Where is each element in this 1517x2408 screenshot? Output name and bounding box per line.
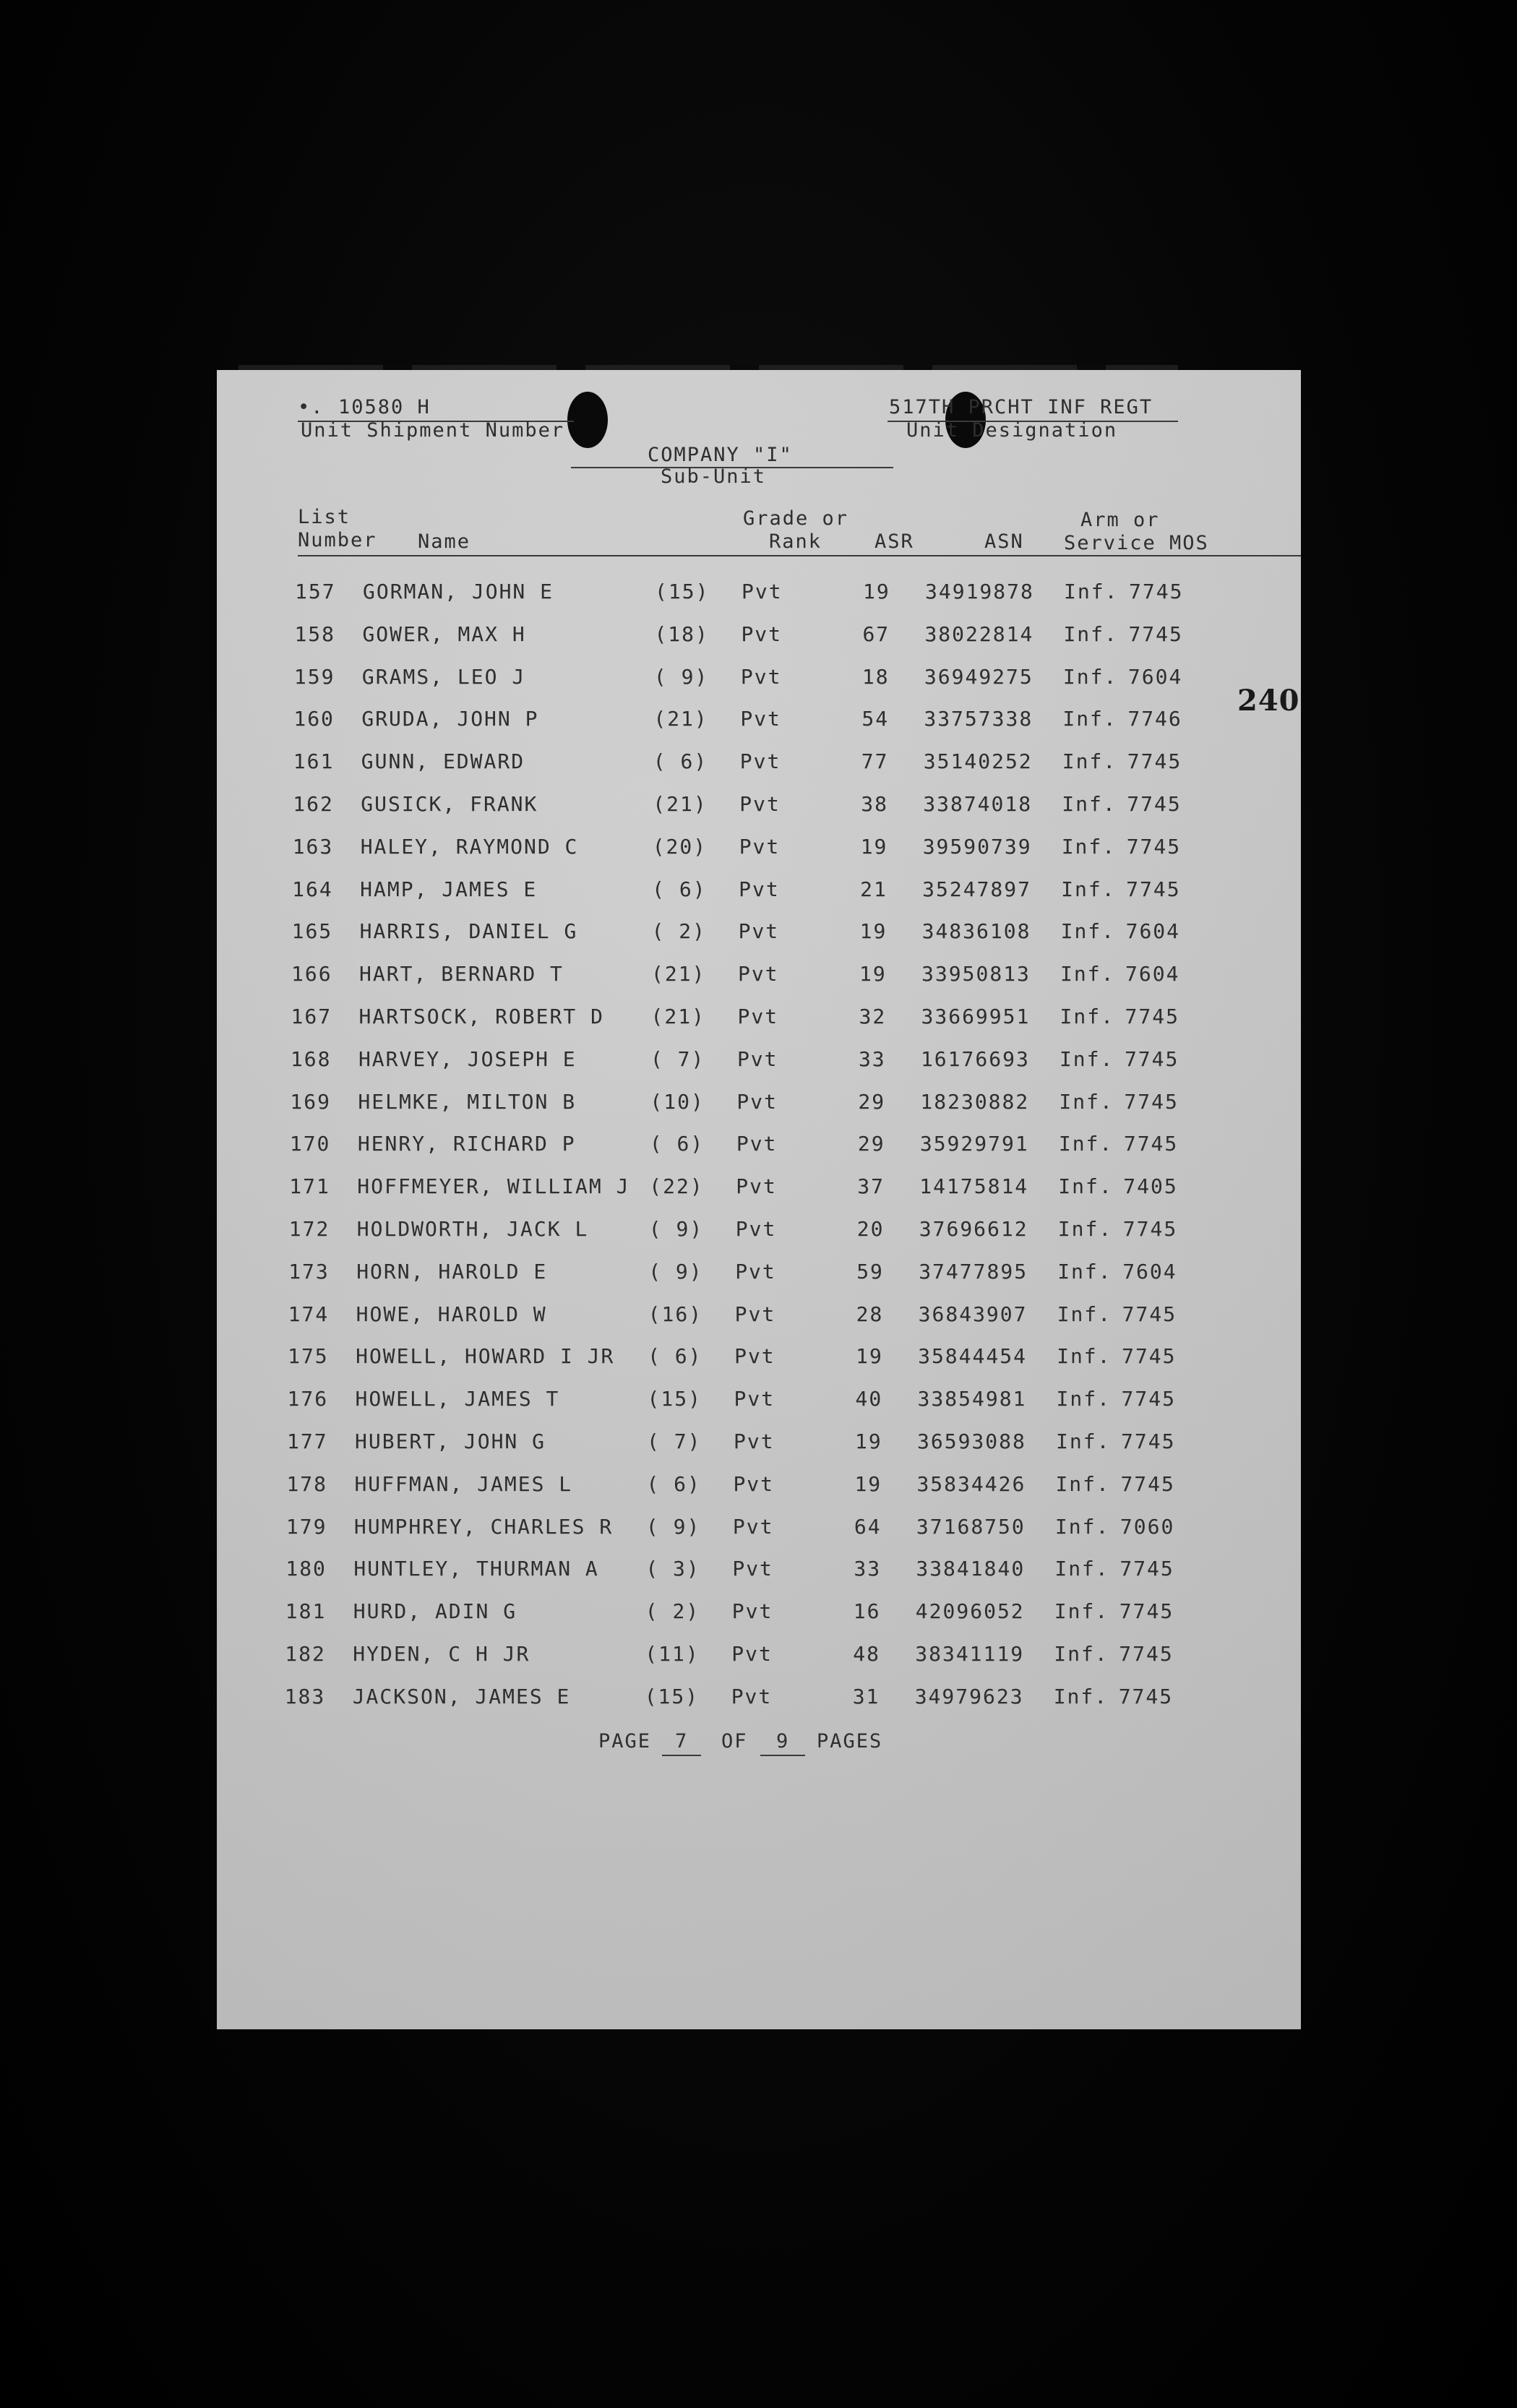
list-number: 181	[285, 1599, 327, 1624]
grade-rank: Pvt	[735, 1259, 776, 1283]
arm-service: Inf.	[1053, 1684, 1109, 1708]
grade-rank: Pvt	[739, 749, 781, 774]
list-number: 162	[293, 792, 334, 816]
asn-value: 33854981	[917, 1387, 1027, 1411]
grade-rank: Pvt	[731, 1684, 773, 1708]
asn-value: 16176693	[920, 1046, 1030, 1071]
asr-value: 31	[852, 1684, 880, 1708]
soldier-name: HARTSOCK, ROBERT D	[358, 1005, 604, 1028]
asr-value: 18	[861, 664, 890, 689]
col-header-rank: Rank	[769, 530, 822, 553]
mos-code: 7745	[1126, 834, 1182, 859]
grade-rank: Pvt	[736, 1089, 778, 1114]
asr-value: 19	[854, 1471, 882, 1496]
list-number: 177	[287, 1429, 328, 1453]
asr-value: 19	[859, 919, 888, 944]
soldier-name: HOLDWORTH, JACK L	[356, 1217, 589, 1241]
list-number: 179	[285, 1514, 327, 1539]
grade-rank: Pvt	[739, 877, 780, 901]
list-number: 161	[293, 749, 335, 774]
mos-code: 7745	[1119, 1642, 1174, 1666]
mos-code: 7604	[1127, 664, 1183, 689]
code-number: ( 9)	[648, 1259, 703, 1283]
arm-service: Inf.	[1059, 1046, 1114, 1071]
soldier-name: HARRIS, DANIEL G	[359, 919, 578, 944]
asn-value: 34979623	[914, 1684, 1024, 1708]
grade-rank: Pvt	[738, 962, 779, 986]
footer-page-number: 7	[675, 1730, 689, 1753]
code-number: ( 3)	[645, 1557, 700, 1581]
code-number: (21)	[650, 1005, 705, 1028]
code-number: ( 6)	[652, 877, 707, 901]
shipment-number-label: Unit Shipment Number	[301, 419, 565, 442]
mos-code: 7745	[1119, 1599, 1174, 1624]
code-number: (21)	[653, 707, 708, 731]
arm-service: Inf.	[1058, 1174, 1113, 1199]
punch-hole-left	[567, 392, 608, 448]
grade-rank: Pvt	[734, 1387, 775, 1411]
asn-value: 35247897	[922, 877, 1031, 901]
grade-rank: Pvt	[738, 919, 780, 944]
code-number: ( 2)	[645, 1599, 700, 1624]
arm-service: Inf.	[1058, 1132, 1114, 1156]
soldier-name: HYDEN, C H JR	[353, 1642, 530, 1666]
soldier-name: GORMAN, JOHN E	[363, 580, 554, 603]
asr-value: 33	[854, 1557, 882, 1581]
code-number: ( 6)	[653, 749, 708, 774]
code-number: ( 9)	[653, 664, 709, 689]
grade-rank: Pvt	[732, 1514, 774, 1539]
soldier-name: HENRY, RICHARD P	[357, 1132, 576, 1156]
mos-code: 7745	[1122, 1217, 1178, 1241]
asr-value: 54	[861, 707, 890, 731]
soldier-name: GRUDA, JOHN P	[361, 707, 539, 731]
grade-rank: Pvt	[739, 792, 781, 816]
asn-value: 37477895	[919, 1259, 1028, 1283]
code-number: (21)	[651, 962, 706, 986]
soldier-name: HUFFMAN, JAMES L	[354, 1471, 573, 1496]
grade-rank: Pvt	[734, 1302, 776, 1326]
col-header-service-mos: Service MOS	[1064, 532, 1209, 554]
mos-code: 7745	[1127, 749, 1182, 774]
asr-value: 40	[855, 1387, 883, 1411]
code-number: ( 7)	[647, 1429, 702, 1453]
grade-rank: Pvt	[741, 622, 783, 646]
asr-value: 19	[859, 962, 887, 986]
soldier-name: JACKSON, JAMES E	[352, 1684, 571, 1708]
col-header-list: List	[298, 506, 351, 528]
list-number: 180	[285, 1557, 327, 1581]
soldier-name: HART, BERNARD T	[359, 962, 564, 986]
asn-value: 33669951	[921, 1005, 1031, 1028]
footer-of-word: OF	[721, 1730, 748, 1753]
footer-pages-word: PAGES	[817, 1730, 883, 1753]
list-number: 158	[294, 622, 336, 646]
soldier-name: HOWELL, HOWARD I JR	[356, 1344, 615, 1369]
sub-unit: COMPANY "I"	[648, 444, 793, 466]
list-number: 172	[288, 1217, 330, 1241]
mos-code: 7745	[1118, 1684, 1174, 1708]
soldier-name: GUSICK, FRANK	[361, 792, 538, 816]
list-number: 160	[293, 707, 335, 731]
code-number: ( 9)	[648, 1217, 704, 1241]
code-number: ( 2)	[651, 919, 707, 944]
footer-total-pages: 9	[776, 1730, 790, 1753]
asr-value: 77	[861, 749, 889, 774]
arm-service: Inf.	[1057, 1302, 1112, 1326]
mos-code: 7745	[1122, 1302, 1177, 1326]
asn-value: 33757338	[924, 707, 1033, 731]
mos-code: 7746	[1127, 707, 1182, 731]
code-number: (15)	[655, 580, 710, 603]
list-number: 159	[293, 664, 335, 689]
asn-value: 35929791	[919, 1132, 1029, 1156]
asn-value: 36949275	[924, 664, 1033, 689]
mos-code: 7745	[1123, 1132, 1179, 1156]
soldier-name: GRAMS, LEO J	[361, 664, 526, 689]
list-number: 178	[286, 1471, 328, 1496]
arm-service: Inf.	[1057, 1217, 1113, 1241]
list-number: 171	[289, 1174, 330, 1199]
grade-rank: Pvt	[736, 1132, 778, 1156]
mos-code: 7745	[1124, 1046, 1179, 1071]
arm-service: Inf.	[1054, 1642, 1109, 1666]
asn-value: 34919878	[925, 580, 1034, 603]
mos-code: 7604	[1125, 919, 1181, 944]
arm-service: Inf.	[1060, 1005, 1114, 1028]
soldier-name: HAMP, JAMES E	[360, 877, 538, 901]
mos-code: 7604	[1122, 1259, 1177, 1283]
mos-code: 7745	[1120, 1557, 1174, 1581]
asr-value: 38	[861, 792, 888, 816]
asr-value: 67	[862, 622, 890, 646]
soldier-name: HURD, ADIN G	[353, 1599, 517, 1624]
roster-page	[217, 370, 1301, 2029]
list-number: 174	[288, 1302, 330, 1326]
soldier-name: GOWER, MAX H	[362, 622, 526, 646]
soldier-name: HUNTLEY, THURMAN A	[353, 1557, 599, 1581]
footer-page-word: PAGE	[598, 1730, 652, 1753]
code-number: (21)	[653, 792, 708, 816]
mos-code: 7745	[1122, 1344, 1177, 1369]
code-number: ( 6)	[649, 1132, 705, 1156]
soldier-name: HOWE, HAROLD W	[356, 1302, 547, 1326]
arm-service: Inf.	[1062, 707, 1117, 731]
code-number: ( 6)	[646, 1471, 701, 1496]
asn-value: 35844454	[918, 1344, 1027, 1369]
asr-value: 33	[858, 1046, 886, 1071]
shipment-prefix: •.	[298, 396, 325, 418]
soldier-name: HOWELL, JAMES T	[355, 1387, 560, 1411]
asr-value: 64	[854, 1514, 882, 1539]
grade-rank: Pvt	[735, 1217, 777, 1241]
grade-rank: Pvt	[737, 1005, 779, 1028]
mos-code: 7745	[1125, 1005, 1179, 1028]
grade-rank: Pvt	[736, 1174, 777, 1199]
code-number: (15)	[644, 1684, 700, 1708]
arm-service: Inf.	[1056, 1429, 1111, 1453]
asr-value: 37	[857, 1174, 885, 1199]
list-number: 157	[295, 580, 336, 603]
unit-designation-label: Unit Designation	[906, 419, 1118, 442]
shipment-number: 10580 H	[338, 396, 431, 418]
asn-value: 35140252	[923, 749, 1033, 774]
mos-code: 7604	[1125, 962, 1180, 986]
asn-value: 42096052	[915, 1599, 1025, 1624]
asr-value: 19	[856, 1344, 883, 1369]
asr-value: 59	[856, 1259, 884, 1283]
mos-code: 7745	[1127, 792, 1182, 816]
arm-service: Inf.	[1060, 962, 1115, 986]
soldier-name: HARVEY, JOSEPH E	[358, 1046, 577, 1071]
grade-rank: Pvt	[742, 580, 783, 603]
soldier-name: HOFFMEYER, WILLIAM J	[357, 1174, 630, 1199]
grade-rank: Pvt	[733, 1471, 775, 1496]
code-number: ( 7)	[650, 1046, 705, 1071]
col-header-number: Number	[298, 529, 377, 551]
mos-code: 7745	[1129, 580, 1184, 603]
list-number: 168	[290, 1046, 332, 1071]
mos-code: 7745	[1121, 1429, 1176, 1453]
list-number: 182	[285, 1642, 326, 1666]
column-header-rule	[298, 555, 1301, 556]
grade-rank: Pvt	[736, 1046, 778, 1071]
asr-value: 29	[858, 1089, 886, 1114]
soldier-name: HELMKE, MILTON B	[358, 1089, 577, 1114]
asn-value: 37168750	[916, 1514, 1026, 1539]
asr-value: 48	[853, 1642, 880, 1666]
grade-rank: Pvt	[740, 664, 782, 689]
asn-value: 33874018	[923, 792, 1033, 816]
list-number: 169	[290, 1089, 331, 1114]
code-number: (11)	[645, 1642, 700, 1666]
asn-value: 34836108	[921, 919, 1031, 944]
asr-value: 19	[855, 1429, 882, 1453]
arm-service: Inf.	[1057, 1344, 1112, 1369]
asn-value: 37696612	[919, 1217, 1028, 1241]
footer-total-pages-underline	[760, 1755, 805, 1756]
grade-rank: Pvt	[739, 834, 781, 859]
list-number: 170	[289, 1132, 331, 1156]
col-header-asn: ASN	[984, 530, 1024, 553]
mos-code: 7745	[1126, 877, 1181, 901]
arm-service: Inf.	[1055, 1471, 1110, 1496]
code-number: (18)	[654, 622, 709, 646]
asn-value: 36843907	[918, 1302, 1028, 1326]
grade-rank: Pvt	[731, 1599, 773, 1624]
arm-service: Inf.	[1061, 834, 1117, 859]
code-number: ( 6)	[648, 1344, 702, 1369]
arm-service: Inf.	[1054, 1557, 1109, 1581]
asn-value: 33950813	[921, 962, 1031, 986]
col-header-asr: ASR	[874, 530, 914, 553]
footer-page-number-underline	[662, 1755, 701, 1756]
soldier-name: HUMPHREY, CHARLES R	[353, 1514, 614, 1539]
col-header-grade: Grade or	[743, 507, 849, 530]
list-number: 183	[284, 1684, 326, 1708]
arm-service: Inf.	[1063, 622, 1118, 646]
arm-service: Inf.	[1056, 1387, 1111, 1411]
mos-code: 7405	[1123, 1174, 1178, 1199]
asn-value: 14175814	[919, 1174, 1029, 1199]
code-number: (16)	[648, 1302, 703, 1326]
arm-service: Inf.	[1054, 1514, 1110, 1539]
asr-value: 20	[856, 1217, 885, 1241]
list-number: 163	[292, 834, 334, 859]
arm-service: Inf.	[1062, 749, 1117, 774]
arm-service: Inf.	[1057, 1259, 1112, 1283]
list-number: 175	[288, 1344, 329, 1369]
asr-value: 16	[853, 1599, 881, 1624]
asr-value: 19	[860, 834, 888, 859]
col-header-arm: Arm or	[1080, 509, 1160, 531]
stamped-page-number: 240	[1237, 684, 1300, 718]
code-number: (15)	[647, 1387, 702, 1411]
list-number: 173	[288, 1259, 330, 1283]
code-number: (10)	[650, 1089, 705, 1114]
arm-service: Inf.	[1064, 580, 1119, 603]
sub-unit-label: Sub-Unit	[661, 465, 767, 488]
asr-value: 21	[860, 877, 888, 901]
asr-value: 19	[863, 580, 890, 603]
asn-value: 38341119	[915, 1642, 1025, 1666]
asn-value: 33841840	[916, 1557, 1026, 1581]
grade-rank: Pvt	[732, 1557, 773, 1581]
arm-service: Inf.	[1061, 877, 1116, 901]
arm-service: Inf.	[1062, 664, 1118, 689]
asn-value: 35834426	[916, 1471, 1026, 1496]
asr-value: 28	[856, 1302, 884, 1326]
arm-service: Inf.	[1054, 1599, 1109, 1624]
grade-rank: Pvt	[734, 1429, 775, 1453]
asn-value: 36593088	[917, 1429, 1026, 1453]
arm-service: Inf.	[1060, 919, 1116, 944]
soldier-name: GUNN, EDWARD	[361, 749, 525, 774]
code-number: (22)	[649, 1174, 704, 1199]
asn-value: 39590739	[922, 834, 1032, 859]
col-header-name: Name	[418, 530, 471, 553]
mos-code: 7745	[1121, 1387, 1176, 1411]
code-number: ( 9)	[645, 1514, 701, 1539]
grade-rank: Pvt	[734, 1344, 775, 1369]
code-number: (20)	[652, 834, 708, 859]
arm-service: Inf.	[1059, 1089, 1114, 1114]
asn-value: 38022814	[924, 622, 1034, 646]
asr-value: 29	[857, 1132, 885, 1156]
arm-service: Inf.	[1062, 792, 1117, 816]
soldier-name: HORN, HAROLD E	[356, 1259, 548, 1283]
unit-designation: 517TH PRCHT INF REGT	[889, 396, 1153, 418]
mos-code: 7745	[1120, 1471, 1175, 1496]
mos-code: 7060	[1120, 1514, 1175, 1539]
asn-value: 18230882	[920, 1089, 1030, 1114]
grade-rank: Pvt	[740, 707, 781, 731]
grade-rank: Pvt	[731, 1642, 773, 1666]
list-number: 166	[291, 962, 332, 986]
mos-code: 7745	[1124, 1089, 1179, 1114]
soldier-name: HALEY, RAYMOND C	[360, 834, 579, 859]
list-number: 176	[287, 1387, 329, 1411]
asr-value: 32	[859, 1005, 887, 1028]
list-number: 167	[291, 1005, 332, 1028]
soldier-name: HUBERT, JOHN G	[355, 1429, 546, 1453]
mos-code: 7745	[1128, 622, 1183, 646]
list-number: 164	[292, 877, 333, 901]
list-number: 165	[291, 919, 333, 944]
